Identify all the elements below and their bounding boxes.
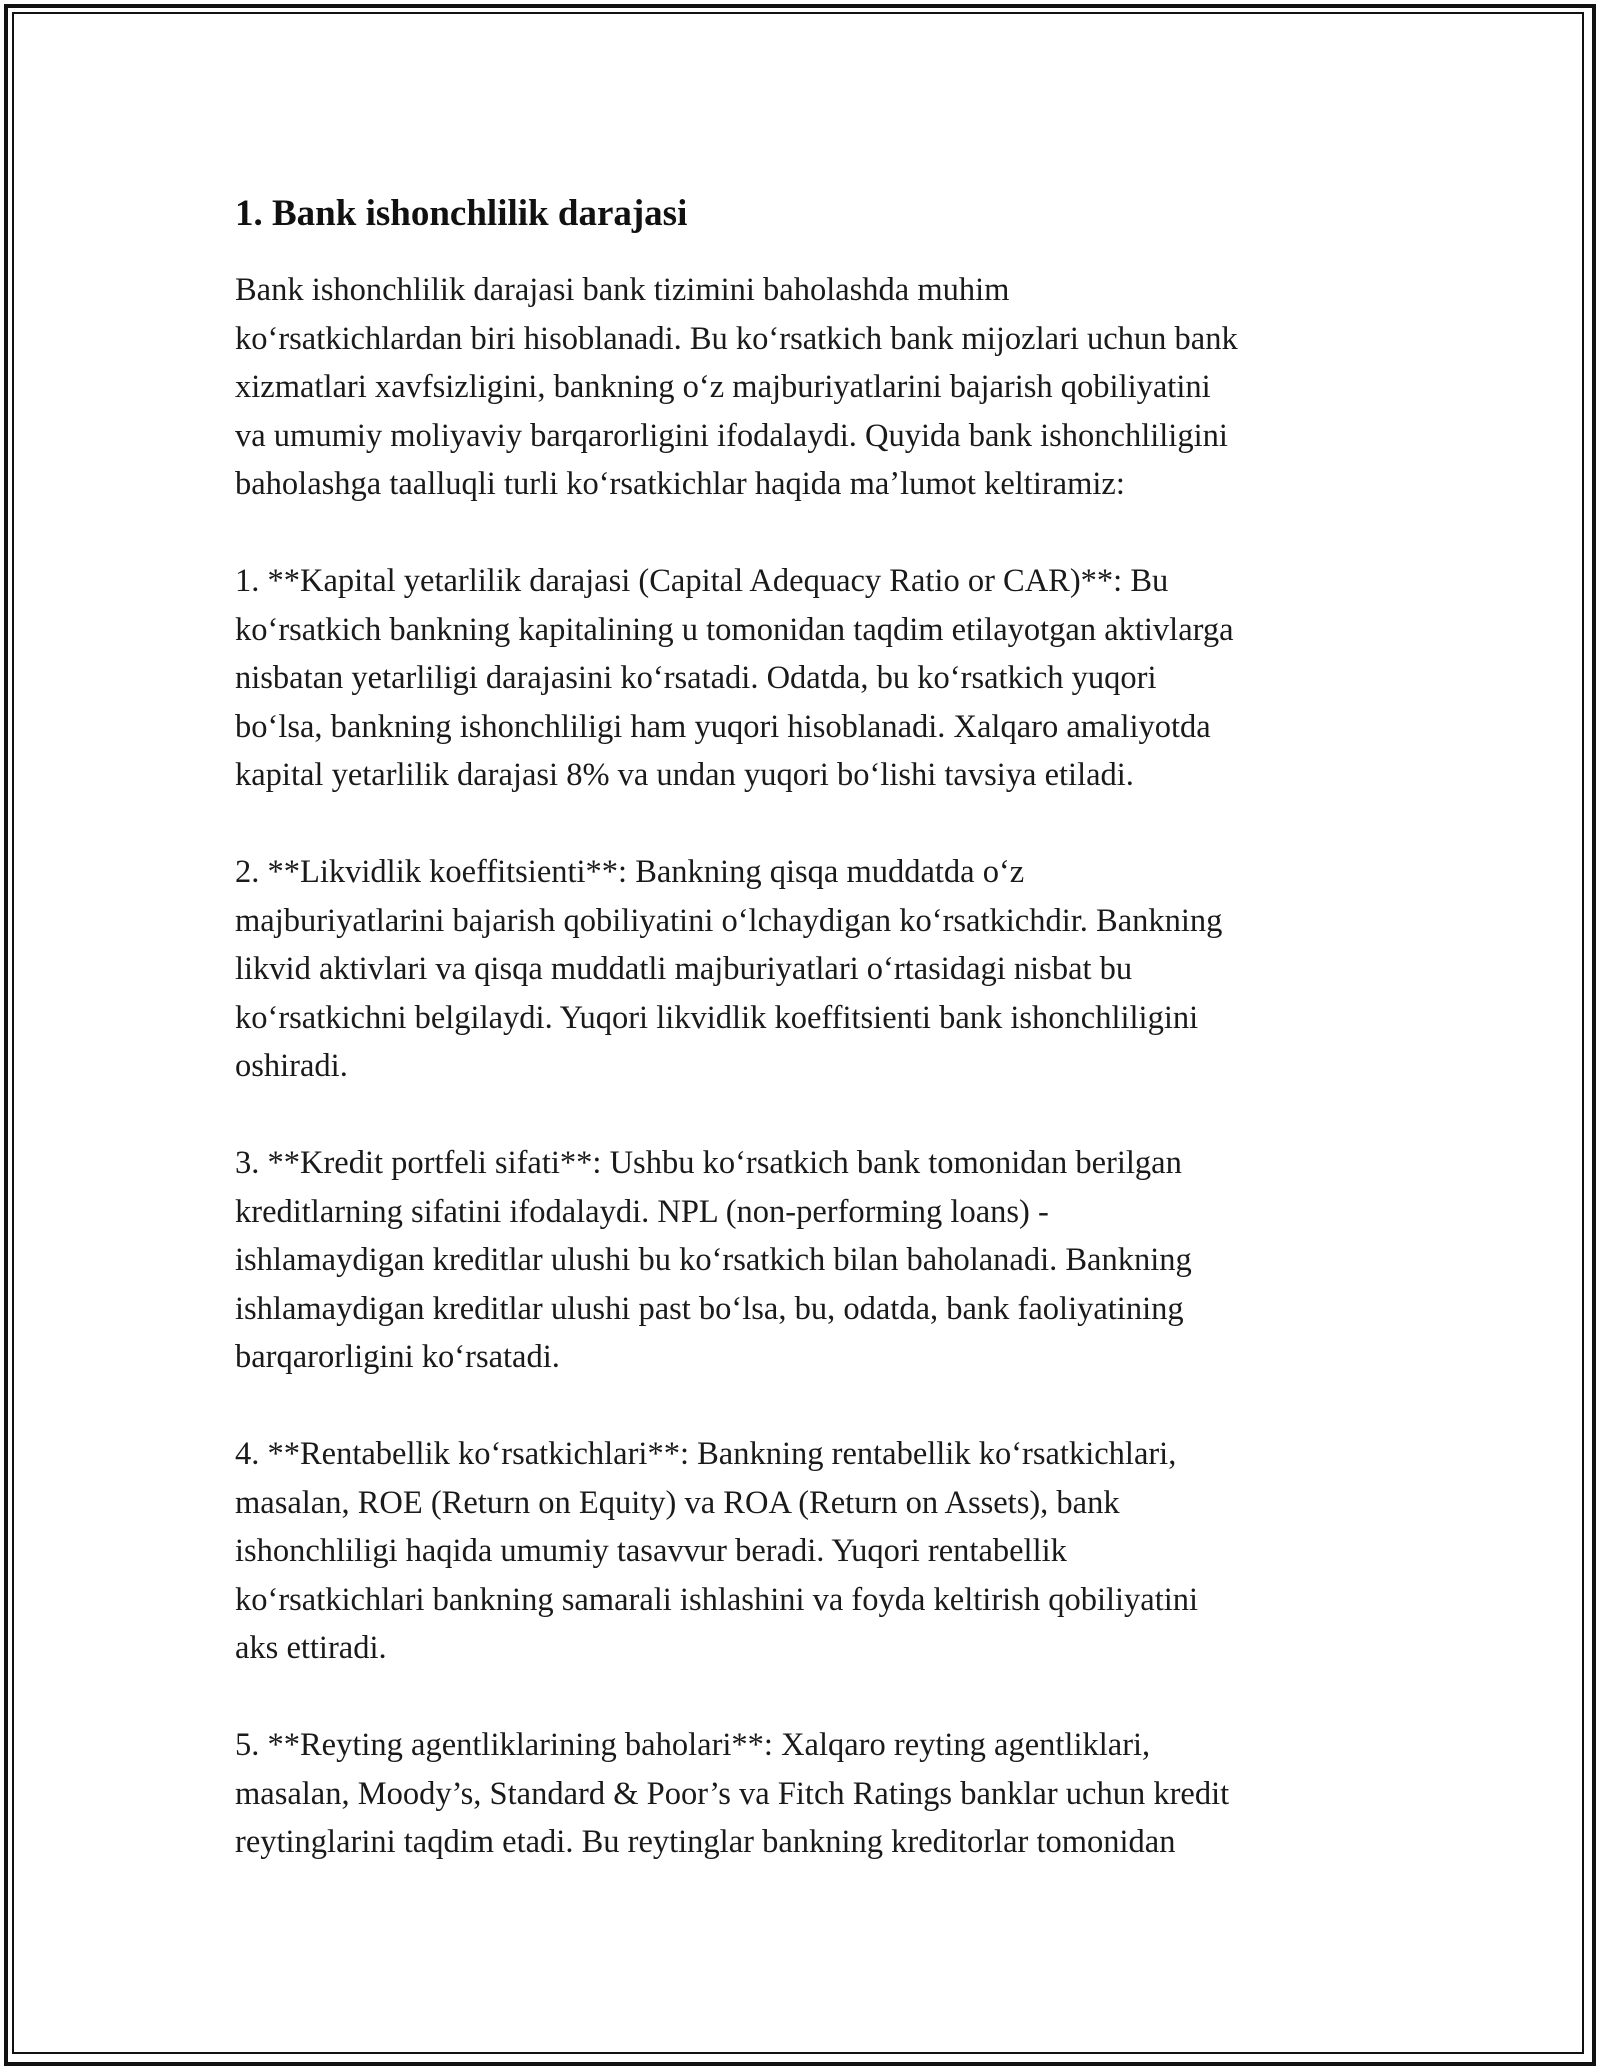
paragraph-credit-portfolio: 3. **Kredit portfeli sifati**: Ushbu koʻrsatkich bank tomonidan berilgan kreditlarning sifatini ifodalaydi. NPL (non-performing loans) - ishlamaydigan kreditlar ulushi bu koʻrsatkich bilan baholanadi. Bankning ishlamaydigan kreditlar ulushi past boʻlsa, bu, odatda, bank faoliyatining barqarorligini koʻrsatadi. — [235, 1145, 1192, 1375]
section-heading: 1. Bank ishonchlilik darajasi — [235, 193, 688, 234]
paragraph-profitability: 4. **Rentabellik koʻrsatkichlari**: Bankning rentabellik koʻrsatkichlari, masalan, ROE (Return on Equity) va ROA (Return on Assets), bank ishonchliligi haqida umumiy tasavvur beradi. Yuqori rentabellik koʻrsatkichlari bankning samarali ishlashini va foyda keltirish qobiliyatini aks ettiradi. — [235, 1436, 1199, 1666]
paragraph-capital-adequacy: 1. **Kapital yetarlilik darajasi (Capital Adequacy Ratio or CAR)**: Bu koʻrsatkich bankning kapitalining u tomonidan taqdim etilayotgan aktivlarga nisbatan yetarliligi darajasini koʻrsatadi. Odatda, bu koʻrsatkich yuqori boʻlsa, bankning ishonchliligi ham yuqori hisoblanadi. Xalqaro amaliyotda kapital yetarlilik darajasi 8% va undan yuqori boʻlishi tavsiya etiladi. — [235, 563, 1234, 793]
document-body — [235, 190, 1385, 1915]
paragraph-rating-agencies: 5. **Reyting agentliklarining baholari**: Xalqaro reyting agentliklari, masalan, Moody’s, Standard & Poor’s va Fitch Ratings banklar uchun kredit reytinglarini taqdim etadi. Bu reytinglar bankning kreditorlar tomonidan — [235, 1727, 1230, 1860]
paragraph-liquidity: 2. **Likvidlik koeffitsienti**: Bankning qisqa muddatda oʻz majburiyatlarini bajarish qobiliyatini oʻlchaydigan koʻrsatkichdir. Bankning likvid aktivlari va qisqa muddatli majburiyatlari oʻrtasidagi nisbat bu koʻrsatkichni belgilaydi. Yuqori likvidlik koeffitsienti bank ishonchliligini oshiradi. — [235, 854, 1223, 1084]
intro-paragraph: Bank ishonchlilik darajasi bank tizimini baholashda muhim koʻrsatkichlardan biri hisoblanadi. Bu koʻrsatkich bank mijozlari uchun bank xizmatlari xavfsizligini, bankning oʻz majburiyatlarini bajarish qobiliyatini va umumiy moliyaviy barqarorligini ifodalaydi. Quyida bank ishonchliligini baholashga taalluqli turli koʻrsatkichlar haqida maʼlumot keltiramiz: — [235, 272, 1238, 502]
